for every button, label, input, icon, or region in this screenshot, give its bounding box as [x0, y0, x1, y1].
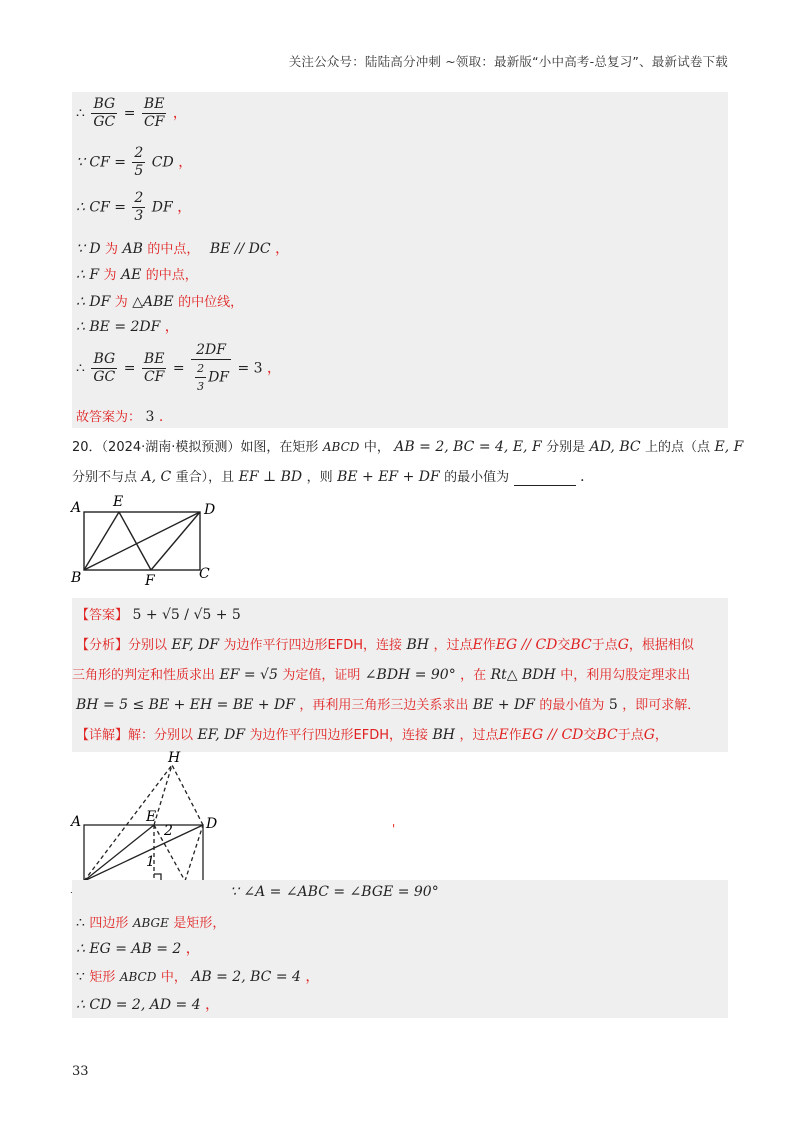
analysis-line-2: 三角形的判定和性质求出 EF = √5 为定值，证明 ∠BDH = 90° ，在 Rt△ BDH 中，利用勾股定理求出 — [72, 667, 691, 683]
solution-line-7: ∴ BE = 2DF ， — [76, 319, 179, 335]
segment-fd — [151, 512, 200, 570]
solution-bottom-line-2: ∴ 四边形 ABGE 是矩形， — [76, 915, 226, 931]
figure-rectangle-abcd — [68, 490, 228, 590]
label2-A: A — [71, 814, 82, 830]
analysis-line-3: BH = 5 ≤ BE + EH = BE + DF ，再利用三角形三边关系求出 BE + DF 的最小值为 5 ，即可求解． — [76, 697, 701, 713]
solution-line-4: ∵ D 为 AB 的中点， BE // DC ， — [76, 241, 290, 257]
detail-line-1: 【详解】解：分别以 EF, DF 为边作平行四边形EFDH，连接 BH ，过点E作EG // CD交BC于点G， — [76, 727, 668, 743]
segment-eh — [154, 765, 172, 825]
solution-bottom-line-5: ∴ CD = 2, AD = 4 ， — [76, 997, 220, 1013]
label2-2: 2 — [164, 823, 173, 839]
label-C: C — [199, 566, 210, 582]
solution-line-8: ∴ $\frac{BG}{GC}$ = $\frac{BE}{CF}$ = 2DF $\frac{2}{3}$ DF = 3 ， — [76, 342, 282, 393]
answer-tag-line: 【答案】 5 + √5 / √5 + 5 — [76, 607, 241, 623]
solution-bottom-line-1: ∵ ∠A = ∠ABC = ∠BGE = 90° — [230, 884, 439, 900]
label-D: D — [204, 502, 216, 518]
label-F: F — [145, 573, 155, 589]
analysis-line-1: 【分析】分别以 EF, DF 为边作平行四边形EFDH，连接 BH ，过点E作EG // CD交BC于点G，根据相似 — [76, 637, 694, 653]
solution-line-1: ∴ $\frac{BG}{GC}$ = $\frac{BE}{CF}$ ， — [76, 96, 187, 130]
page-number: 33 — [72, 1064, 89, 1079]
answer-blank — [514, 471, 576, 486]
segment-bh — [84, 765, 172, 881]
label-A: A — [71, 500, 82, 516]
solution-line-6: ∴ DF 为 △ABE 的中位线， — [76, 294, 244, 310]
figure-parallelogram-construction — [68, 748, 228, 898]
label2-H: H — [168, 750, 181, 766]
solution-line-3: ∴ CF = $\frac{2}{3}$ DF ， — [76, 190, 192, 224]
answer-line: 故答案为： 3 . — [76, 409, 164, 425]
label2-E: E — [146, 809, 157, 825]
segment-ef — [119, 512, 151, 570]
segment-dh — [172, 765, 203, 825]
label2-1: 1 — [146, 854, 155, 870]
stray-tick: ' — [392, 822, 396, 836]
question-20-line-1: 20．（2024·湖南·模拟预测）如图，在矩形 ABCD 中， AB = 2, BC = 4, E, F 分别是 AD, BC 上的点（点 E, F — [72, 439, 744, 455]
question-20-line-2: 分别不与点 A, C 重合），且 EF ⊥ BD ，则 BE + EF + DF 的最小值为 ． — [72, 469, 595, 485]
segment-fd-2 — [185, 825, 203, 881]
solution-bottom-line-4: ∵ 矩形 ABCD 中， AB = 2, BC = 4 ， — [76, 969, 320, 985]
label-E: E — [113, 494, 124, 510]
label-B: B — [71, 570, 82, 586]
solution-line-2: ∵ CF = $\frac{2}{5}$ CD ， — [76, 145, 193, 179]
label2-D: D — [206, 816, 218, 832]
solution-bottom-line-3: ∴ EG = AB = 2 ， — [76, 941, 200, 957]
page-header: 关注公众号：陆陆高分冲刺 ~领取：最新版“小中高考-总复习”、最新试卷下载 — [288, 54, 728, 69]
solution-line-5: ∴ F 为 AE 的中点， — [76, 267, 198, 283]
